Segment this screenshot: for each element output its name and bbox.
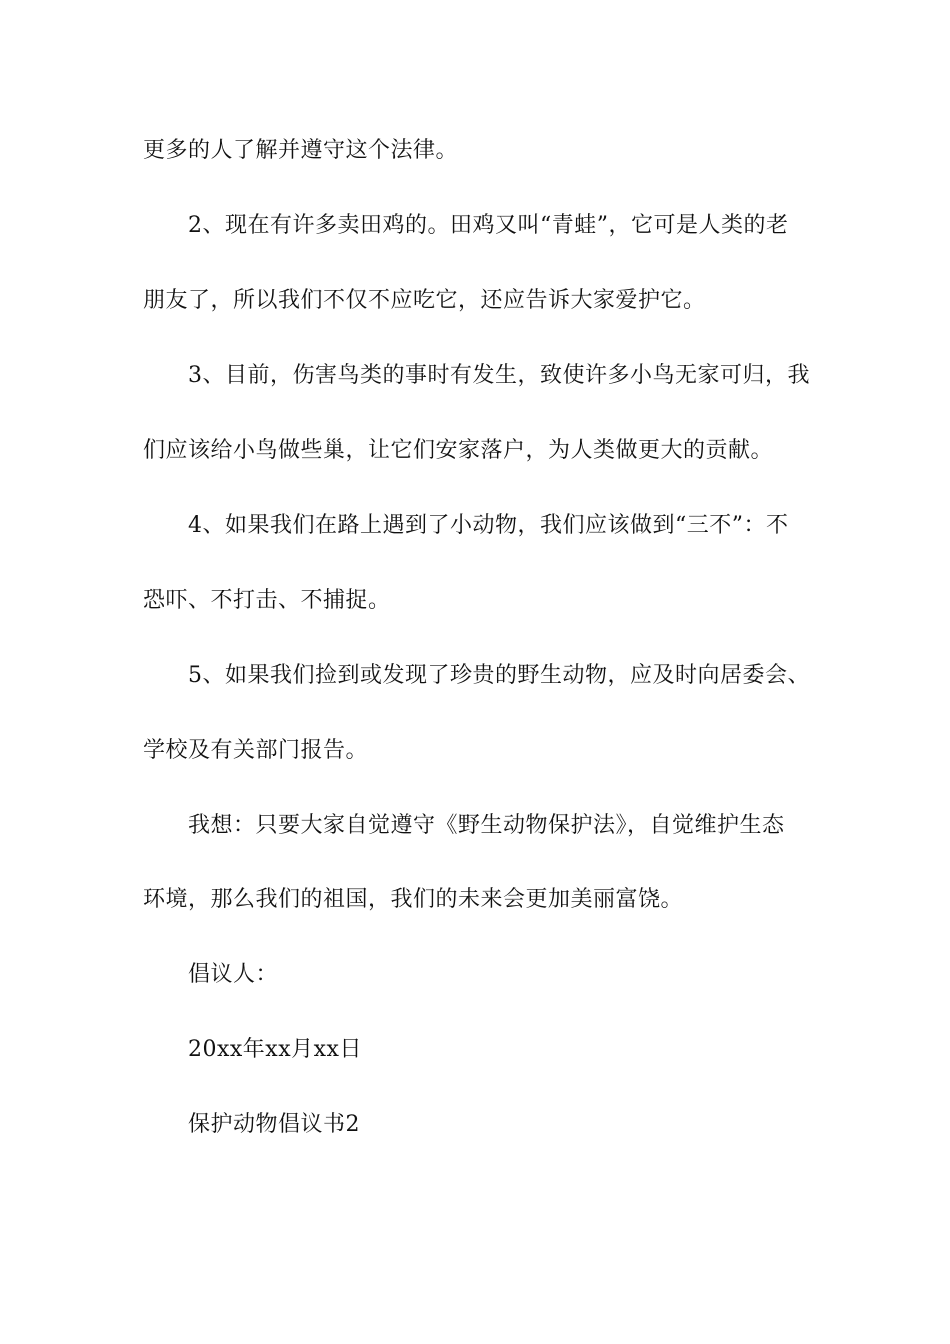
paragraph-line: 2、现在有许多卖田鸡的。田鸡又叫“青蛙”，它可是人类的老 bbox=[188, 213, 789, 238]
paragraph-line: 们应该给小鸟做些巢，让它们安家落户，为人类做更大的贡献。 bbox=[143, 438, 774, 463]
paragraph-line: 学校及有关部门报告。 bbox=[143, 738, 369, 763]
paragraph-line: 环境，那么我们的祖国，我们的未来会更加美丽富饶。 bbox=[143, 887, 684, 912]
date-line: 20xx年xx月xx日 bbox=[188, 1037, 362, 1062]
signatory-label: 倡议人： bbox=[188, 962, 279, 987]
paragraph-line: 4、如果我们在路上遇到了小动物，我们应该做到“三不”：不 bbox=[188, 513, 789, 538]
paragraph-line: 5、如果我们捡到或发现了珍贵的野生动物，应及时向居委会、 bbox=[188, 663, 810, 688]
paragraph-line: 朋友了，所以我们不仅不应吃它，还应告诉大家爱护它。 bbox=[143, 288, 706, 313]
paragraph-line: 3、目前，伤害鸟类的事时有发生，致使许多小鸟无家可归，我 bbox=[188, 363, 810, 388]
section-heading: 保护动物倡议书2 bbox=[188, 1112, 360, 1137]
paragraph-line: 更多的人了解并遵守这个法律。 bbox=[143, 138, 459, 163]
paragraph-line: 我想：只要大家自觉遵守《野生动物保护法》，自觉维护生态 bbox=[188, 813, 785, 838]
paragraph-line: 恐吓、不打击、不捕捉。 bbox=[143, 588, 391, 613]
